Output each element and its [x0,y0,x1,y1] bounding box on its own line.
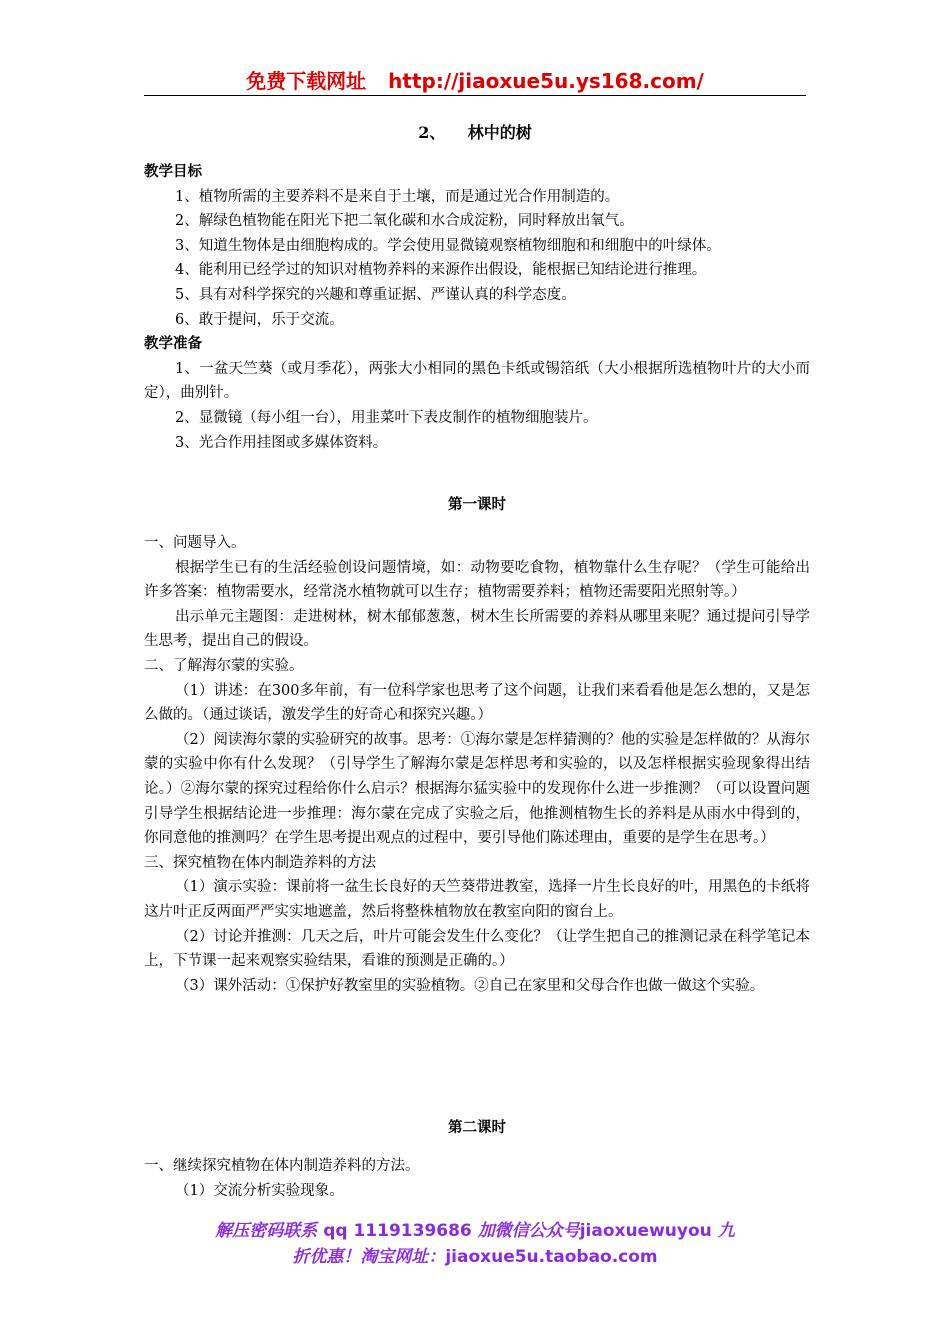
lesson1-para: 三、探究植物在体内制造养料的方法 [144,854,376,871]
header [144,68,806,94]
lesson1-section [144,493,810,518]
prep-heading: 教学准备 [144,336,202,353]
lesson1-para: （2）阅读海尔蒙的实验研究的故事。思考：①海尔蒙是怎样猜测的？他的实验是怎样做的？从海尔蒙的实验中你有什么发现？（引导学生了解海尔蒙是怎样思考和实验的，以及怎样根据实验现象得出结论。）②海尔蒙的探究过程给你什么启示？根据海尔猛实验中的发现你什么进一步推测？（可以设置问题引导学生根据结论进一步推理：海尔蒙在完成了实验之后，他推测植物生长的养料是从雨水中得到的，你同意他的推测吗？在学生思考提出观点的过程中，要引导他们陈述理由，重要的是学生在思考。） [144,731,810,847]
lesson1-para: （1）演示实验：课前将一盆生长良好的天竺葵带进教室，选择一片生长良好的叶，用黑色的卡纸将这片叶正反两面严严实实地遮盖，然后将整株植物放在教室向阳的窗台上。 [144,879,810,920]
lesson1-para: 根据学生已有的生活经验创设问题情境，如：动物要吃食物，植物靠什么生存呢？（学生可能给出许多答案：植物需要水，经常浇水植物就可以生存；植物需要养料；植物还需要阳光照射等。） [144,559,810,601]
lesson1-para: 二、了解海尔蒙的实验。 [144,657,304,674]
lesson1-para: 一、问题导入。 [144,535,246,551]
page-title: 2、 林中的树 [418,123,532,142]
lesson1-para: （3）课外活动：①保护好教室里的实验植物。②自己在家里和父母合作也做一做这个实验。 [175,977,765,994]
goal-item: 3、知道生物体是由细胞构成的。学会使用显微镜观察植物细胞和和细胞中的叶绿体。 [175,237,721,254]
header-label: 免费下载网址 [246,69,367,93]
lesson1-content [144,531,810,998]
lesson2-para: 一、继续探究植物在体内制造养料的方法。 [144,1158,420,1174]
goal-item: 5、具有对科学探究的兴趣和尊重证据、严谨认真的科学态度。 [175,286,576,303]
footer [144,1218,806,1270]
footer-line-2: 折优惠！淘宝网址：jiaoxue5u.taobao.com [292,1247,658,1267]
lesson1-heading: 第一课时 [448,497,506,513]
header-rule [144,95,806,96]
lesson2-heading: 第二课时 [448,1120,506,1136]
goals-section [144,160,810,455]
prep-item: 3、光合作用挂图或多媒体资料。 [175,434,388,451]
goals-heading: 教学目标 [144,164,202,180]
lesson1-para: （2）讨论并推测：几天之后，叶片可能会发生什么变化？（让学生把自己的推测记录在科学笔记本上，下节课一起来观察实验结果，看谁的预测是正确的。） [144,928,810,970]
header-url-link[interactable]: http://jiaoxue5u.ys168.com/ [388,69,704,93]
footer-taobao-link[interactable]: jiaoxue5u.taobao.com [445,1247,658,1267]
goal-item: 2、解绿色植物能在阳光下把二氧化碳和水合成淀粉，同时释放出氧气。 [175,213,634,230]
goal-item: 4、能利用已经学过的知识对植物养料的来源作出假设，能根据已知结论进行推理。 [175,262,707,279]
lesson1-para: （1）讲述：在300多年前，有一位科学家也思考了这个问题，让我们来看看他是怎么想的，又是怎么做的。（通过谈话，激发学生的好奇心和探究兴趣。） [144,682,810,724]
lesson2-para: （1）交流分析实验现象。 [175,1182,344,1199]
goal-item: 1、植物所需的主要养料不是来自于土壤，而是通过光合作用制造的。 [175,188,620,205]
prep-item: 1、一盆天竺葵（或月季花），两张大小相同的黑色卡纸或锡箔纸（大小根据所选植物叶片的大小而定），曲别针。 [144,360,810,402]
footer-line-1: 解压密码联系 qq 1119139686 加微信公众号jiaoxuewuyou 九 [215,1221,735,1241]
footer-wechat: jiaoxuewuyou [579,1221,712,1241]
lesson1-para: 出示单元主题图：走进树林，树木郁郁葱葱，树木生长所需要的养料从哪里来呢？通过提问引导学生思考，提出自己的假设。 [144,608,810,650]
footer-qq: qq 1119139686 [323,1221,472,1241]
goal-item: 6、敢于提问，乐于交流。 [175,311,344,328]
prep-item: 2、显微镜（每小组一台），用韭菜叶下表皮制作的植物细胞装片。 [175,409,598,426]
lesson2-content [144,1154,810,1203]
lesson2-section [144,1116,810,1141]
